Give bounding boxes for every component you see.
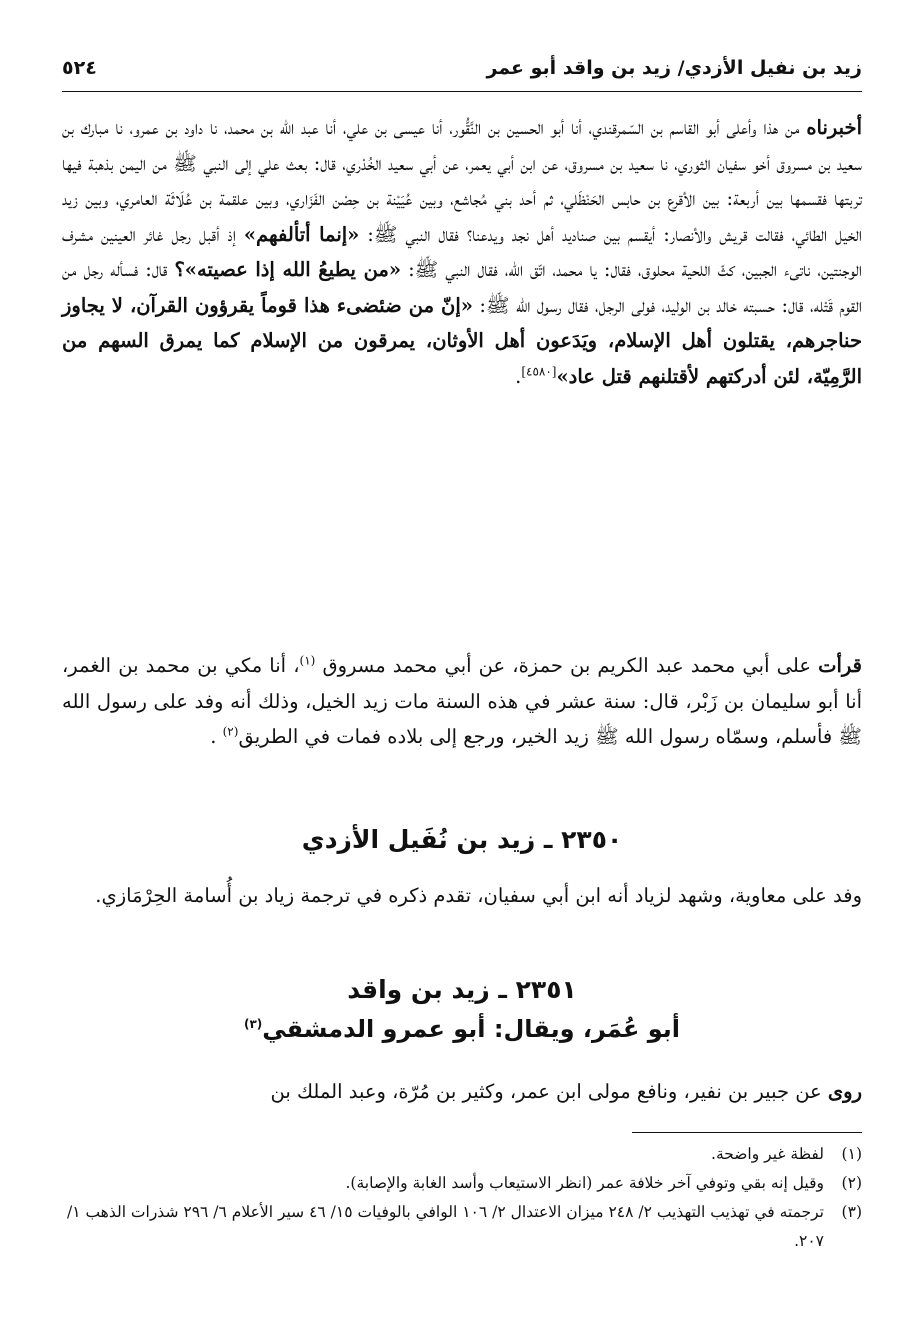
hadith-text-3: قال: فسأله رجل من القوم قَتْله، قال: حسبته خالد بن الوليد، فولى الرجل، فقال رسول الله ﷺ: bbox=[62, 258, 862, 317]
hadith-reference: [٤٥٨٠] bbox=[521, 364, 557, 378]
page-header bbox=[62, 48, 862, 88]
entry-title-2351: ٢٣٥١ ـ زيد بن واقد bbox=[347, 975, 577, 1004]
entry-title-2350: ٢٣٥٠ ـ زيد بن نُفَيل الأزدي bbox=[301, 825, 623, 854]
footnote-marker-3: (٣) bbox=[243, 1017, 263, 1031]
qirat-text-2: ، أنا مكي بن محمد بن الغمر، أنا أبو سليمان بن زَبْر، قال: سنة عشر في هذه السنة مات زيد الخيل، وذلك أنه وفد على رسول الله ﷺ فأسلم، وسمّاه رسول الله ﷺ زيد الخير، ورجع إلى بلاده فمات في الطريق bbox=[62, 654, 862, 748]
qirat-end: . bbox=[210, 725, 217, 748]
hadith-text-2: إذ أقبل رجل غائر العينين مشرف الوجنتين، ناتىء الجبين، كثّ اللحية محلوق، فقال: يا محمد، اتّق الله، فقال النبي ﷺ: bbox=[62, 222, 863, 281]
qirat-paragraph bbox=[62, 648, 862, 818]
hadith-paragraph bbox=[62, 110, 862, 642]
hadith-chain: من هذا وأعلى أبو القاسم بن السّمرقندي، أنا أبو الحسين بن النَّقُّور، أنا عيسى بن علي، أنا عبد اللّه بن محمد، نا داود بن عمرو، نا مبارك بن سعيد بن مسروق أخو سفيان الثوري، نا سعيد بن مسروق، عن ابن أبي يعمر، عن أبي سعيد الخُدْري، قال: بعث علي إلى النبي ﷺ من اليمن بذهبة فيها تربتها فقسمها بين أربعة: بين الأقرع بن حابس الحَنْظَلي، ثم أحد بني مُجاشع، وبين عُيَيْنة بن حِصْن الفَزَاري، وبين علقمة بن عُلَاثَة العامري، وبين زيد الخيل الطائي، فقالت قريش والأنصار: أيقسم بين صناديد أهل نجد ويدعنا؟ فقال النبي ﷺ: bbox=[62, 116, 862, 246]
footnote-text: لفظة غير واضحة. bbox=[711, 1145, 824, 1163]
footnote-number: (١) bbox=[841, 1145, 862, 1163]
footnote-number: (٣) bbox=[841, 1203, 862, 1221]
prophet-quote-3: «إنّ من ضئضىء هذا قوماً يقرؤون القرآن، لا يجاوز حناجرهم، يقتلون أهل الإسلام، ويَدَعون أهل الأوثان، يمرقون من الإسلام كما يمرق السهم من الرَّمِيّة، لئن أدركتهم لأقتلنهم قتل عاد» bbox=[62, 293, 862, 388]
footnotes bbox=[62, 1140, 862, 1256]
entry-text-2350: وفد على معاوية، وشهد لزياد أنه ابن أبي سفيان، تقدم ذكره في ترجمة زياد بن أُسامة الحِرْمَازي. bbox=[95, 884, 862, 907]
entry-subtitle-2351 bbox=[62, 1015, 862, 1043]
main-text bbox=[62, 110, 862, 818]
prophet-quote-2: «من يطيعُ الله إذا عصيته»؟ bbox=[174, 258, 402, 281]
running-title: زيد بن نفيل الأزدي/ زيد بن واقد أبو عمر bbox=[486, 57, 862, 79]
footnote-text: ترجمته في تهذيب التهذيب ٢/ ٢٤٨ ميزان الاعتدال ٢/ ١٠٦ الوافي بالوفيات ١٥/ ٤٦ سير الأعلام ٦/ ٢٩٦ شذرات الذهب ١/ ٢٠٧. bbox=[66, 1203, 824, 1250]
footnote-marker-1: (١) bbox=[299, 653, 316, 668]
qirat-lead: قرأت bbox=[818, 654, 862, 677]
ruwa-text: عن جبير بن نفير، ونافع مولى ابن عمر، وكثير بن مُرّة، وعبد الملك بن bbox=[270, 1080, 822, 1103]
entry-subtitle-text: أبو عُمَر، ويقال: أبو عمرو الدمشقي bbox=[262, 1015, 681, 1043]
qirat-text-1: على أبي محمد عبد الكريم بن حمزة، عن أبي محمد مسروق bbox=[322, 654, 811, 677]
footnote-2 bbox=[62, 1169, 862, 1198]
ruwa-lead: روى bbox=[827, 1080, 862, 1103]
entry-text-2351 bbox=[62, 1074, 862, 1110]
hadith-lead: أخبرناه bbox=[806, 116, 863, 139]
header-rule bbox=[62, 91, 862, 92]
hadith-end: . bbox=[515, 364, 522, 388]
footnote-text: وقيل إنه بقي وتوفي آخر خلافة عمر (انظر الاستيعاب وأسد الغابة والإصابة). bbox=[345, 1174, 824, 1192]
footnote-number: (٢) bbox=[841, 1174, 862, 1192]
footnote-marker-2: (٢) bbox=[222, 724, 239, 739]
footnote-1 bbox=[62, 1140, 862, 1169]
footnote-3 bbox=[62, 1198, 862, 1256]
page-number: ٥٢٤ bbox=[62, 57, 97, 79]
footnote-rule bbox=[632, 1132, 862, 1133]
prophet-quote-1: «إنما أتألفهم» bbox=[243, 222, 360, 246]
